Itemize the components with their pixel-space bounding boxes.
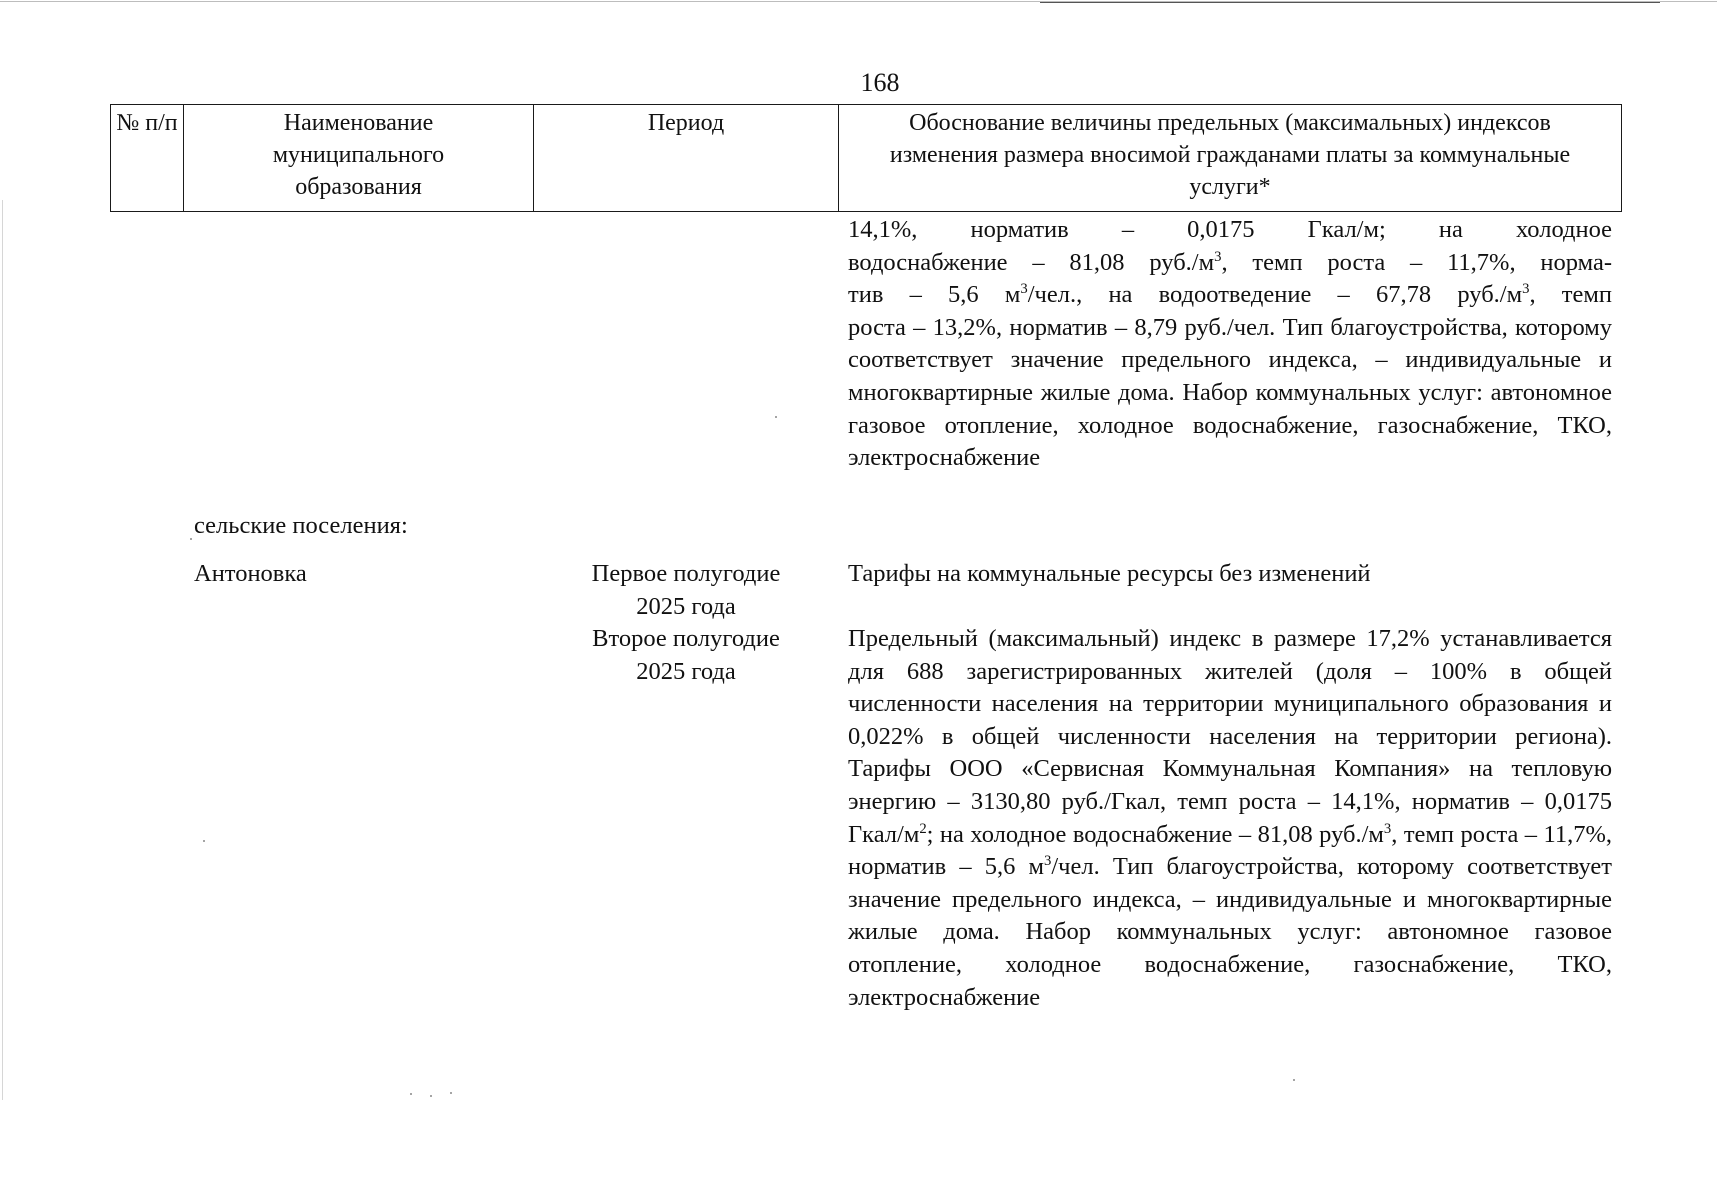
period-second-half: Второе полугодие 2025 года <box>592 625 780 685</box>
superscript: 3 <box>1383 820 1392 837</box>
scan-speck <box>410 1093 412 1095</box>
municipality-name: Антоновка <box>194 560 307 587</box>
superscript: 3 <box>1020 281 1028 298</box>
scan-edge-top-dark <box>1040 2 1660 3</box>
basis-text-d: /чел. Тип благоустройства, которому соответствует значение предельного индекса, – индивидуальные и многоквартирные жилые дома. Набор коммунальных услуг: автономное газовое отопление, холодное водоснабжение, газоснабжение, ТКО, электроснабжение <box>848 853 1612 1011</box>
basis-second-half <box>848 623 1612 1014</box>
table-header <box>110 104 1622 212</box>
superscript: 3 <box>1522 281 1530 298</box>
continued-line-2 <box>848 247 1612 280</box>
scan-speck <box>775 416 777 418</box>
header-basis: Обоснование величины предельных (максимальных) индексов изменения размера вносимой гражданами платы за коммунальные услуги* <box>838 105 1621 211</box>
scan-edge-left <box>2 200 3 1100</box>
continued-line-1: 14,1%, норматив – 0,0175 Гкал/м; на холодное <box>848 216 1612 243</box>
section-label-rural: сельские поселения: <box>194 512 408 539</box>
continued-line-2b: , темп роста – 11,7%, норма- <box>1221 248 1612 276</box>
superscript: 3 <box>1214 248 1222 265</box>
basis-text-a: Предельный (максимальный) индекс в размере 17,2% устанавливается для 688 зарегистрированных жителей (доля – 100% в общей численности населения на территории муниципального образования и 0,022% в общей численности населения на территории региона). Тарифы ООО «Сервисная Коммунальная Компания» на тепловую энергию – 3130,80 руб./Гкал, темп роста – 14,1%, норматив – 0,0175 Гкал/м <box>848 625 1612 848</box>
basis-text-b: ; на холодное водоснабжение – 81,08 руб./м <box>926 820 1384 848</box>
scan-speck <box>1293 1079 1295 1081</box>
superscript: 2 <box>919 820 927 837</box>
superscript: 3 <box>1044 853 1052 869</box>
continued-basis <box>848 214 1612 475</box>
page-number: 168 <box>860 68 900 97</box>
period-first-half: Первое полугодие 2025 года <box>591 560 781 620</box>
header-number: № п/п <box>116 110 178 136</box>
scan-speck <box>450 1092 452 1094</box>
continued-line-3 <box>848 279 1612 312</box>
continued-rest: роста – 13,2%, норматив – 8,79 руб./чел. Тип благоустройства, которому соответствует значение предельного индекса, – индивидуальные и многоквартирные жилые дома. Набор коммунальных услуг: автономное газовое отопление, холодное водоснабжение, газоснабжение, ТКО, электроснабжение <box>848 313 1612 472</box>
scan-speck <box>203 840 205 842</box>
continued-line-3c: , темп <box>1529 281 1613 309</box>
basis-text-c: , темп роста – 11,7%, норматив – 5,6 м <box>848 820 1613 881</box>
continued-line-3a: тив – 5,6 м <box>848 281 1021 309</box>
header-period: Период <box>533 105 838 211</box>
scan-speck <box>190 538 192 540</box>
continued-line-3b: /чел., на водоотведение – 67,78 руб./м <box>1027 281 1523 309</box>
basis-first-half: Тарифы на коммунальные ресурсы без изменений <box>848 560 1371 587</box>
header-municipality: Наименование муниципального образования <box>183 105 533 211</box>
continued-line-2a: водоснабжение – 81,08 руб./м <box>848 248 1215 276</box>
scan-speck <box>430 1095 432 1097</box>
